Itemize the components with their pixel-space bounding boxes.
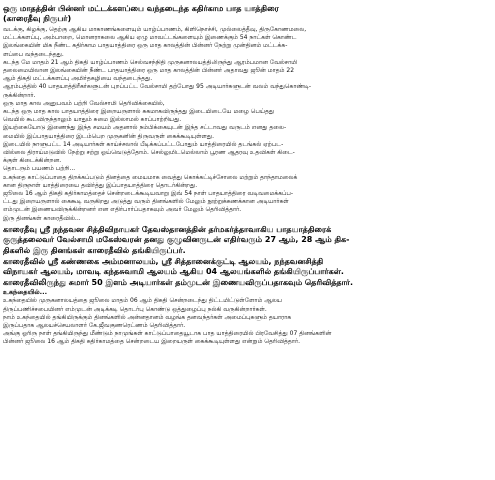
article-line: வில்லை திராய்மடுவில் நேற்று சற்று ஓய்வெடுத்தோம். செல்லுமிடமெல்லாம் பூரண ஆதரவு உதவிகள் கிடை- xyxy=(3,149,295,157)
article-line: உகந்தை காட்டுப்பாதை திறக்கப்படும் தினத்தை மையமாக வைத்து கொக்கட்டிச்சோலை மற்றும் தாந்தாமலைக் xyxy=(3,173,298,181)
article-line: ஆரம்பத்தில் 40 பாதயாத்திரீகர்களுடன் புறப்பட்ட வேல்சாமி தற்போது 95 அடியார்களுடன் வலம் வந்துகொண்டி- xyxy=(3,83,312,91)
article-body-bottom xyxy=(3,297,492,346)
article-body-highlight xyxy=(3,225,492,289)
article-line: பின்னர் ஜூலை 16 ஆம் திகதி கதிர்காமத்தை சென்றடைய இறையருள் கைக்கூடியுள்ளது என்றும் தெரிவித்தார். xyxy=(3,338,301,346)
article-line: நாம் உகந்தையில் தங்கியிருக்கும் தினங்களில் அன்னதானம் வழங்க தனவந்தர்கள் அமைப்புகளும் தயாராக xyxy=(3,313,292,321)
article-line: ருக்கின்றார். xyxy=(3,91,36,99)
article-line: காரைதீவில் ஸ்ரீ கண்ணகை அம்மனாலயம், ஸ்ரீ சித்தானைக்குட்டி ஆலயம், நந்தவனசித்தி xyxy=(3,256,324,266)
article-line: ஜூலை 16 ஆம் திகதி கதிர்காமத்தைச் சென்றடைக்கூடியவாறு இவ் 54 நாள் பாதயாத்திரை வடிவமைக்கப்ப- xyxy=(3,190,294,198)
article-line: வடக்கு, கிழக்கு, தெற்கு ஆகிய மாகாணங்களையும் யாழ்ப்பாணம், கிளிநொச்சி, முல்லைத்தீவு, திருகோணமலை, xyxy=(3,26,307,33)
article-line: விநாயகர் ஆலயம், மாவடி கந்தசுவாமி ஆலயம் ஆகிய 04 ஆலயங்களில் தங்கியிருப்பார்கள். xyxy=(3,267,344,277)
article-line: தொடரும் பயணம் பற்றி... xyxy=(3,165,76,173)
article-line: மையில் இப்பாதயாத்திரை இடம்பெற முருகனின் திருவருள் கைக்கூடியுள்ளது. xyxy=(3,132,215,140)
article-line: கடந்த ஒரு மாத கால பாதயாத்திரை இறையருளால் சுகமாகவிருந்தது இடையிடையே மழை பெய்தது xyxy=(3,108,275,116)
article-line: வெயில் கூடவிருந்தாலும் யாதும் சுமை இல்லாமல் காப்பாற்றியது. xyxy=(3,116,182,124)
article-line: இடையில் நாளுபட்ட 14 அடியார்கள் காய்ச்சலால் பீடிக்கப்பட்டபோதும் யாத்திரையில் தடங்கல் ஏற்பட- xyxy=(3,140,284,148)
article-line: கான திருநாள் யாத்திரையை தவிர்த்து இப்பாதயாத்திரை தொடர்கின்றது. xyxy=(3,181,198,189)
article-line: காரைதீவு ஸ்ரீ நந்தவன சித்திவிநாயகர் தேவஸ்தானத்தின் தர்மகர்த்தாவாகிய பாதயாத்திரைக் xyxy=(3,224,332,234)
article-line: தலைமையிலான இலங்கையின் நீண்ட பாதயாத்திரை ஒரு மாத காலத்தின் பின்னர் அதாவது ஜூன் மாதம் 22 xyxy=(3,67,295,75)
article-body-top xyxy=(3,26,492,223)
article-line: இருப்பதாக ஆலயச்செயலாளர் கே.ஜீவகுணரெட்ணம் தெரிவித்தார். xyxy=(3,322,186,330)
article-title: ஒரு மாதத்தின் பின்னர் மட்டக்களப்பை வந்தடைந்த கதிர்காம பாத யாத்திரை xyxy=(3,4,279,13)
article-line: ளப்பை வந்தடைந்தது. xyxy=(3,50,64,58)
article-line: இயற்கையோடு இணைந்து இந்த சமயம் அதனால் நம்பிக்கையுடன் இந்த சட்டாவது வருடம் எனது தலை- xyxy=(3,124,287,132)
article-header xyxy=(3,4,492,24)
article-line: காரைதீவிலிருந்து சுமார் 50 இளம் அடியார்கள் தம்முடன் இணையவிருப்பதாகவும் தெரிவித்தார். xyxy=(3,277,354,287)
article-line: ஆம் திகதி மட்டக்களப்பு அமிர்தகழியை வந்தடைந்தது. xyxy=(3,75,153,83)
article-line: ஒரு மாத கால அனுபவம் பற்றி வேல்சாமி தெரிவிக்கையில், xyxy=(3,99,165,107)
section-heading: உகந்தையில்... xyxy=(3,288,48,297)
article-line: இரு தினங்கள் காரைதீவில்... xyxy=(3,214,81,222)
article-byline: (காரைதீவு நிருபர்) xyxy=(3,14,72,23)
article-line: திகளில் இரு தினங்கள் காரைதீவில் தங்கியிருப்பர். xyxy=(3,246,186,256)
article-line: கடந்த மே மாதம் 21 ஆம் திகதி யாழ்ப்பாணம் செல்வசந்நிதி முருகனாலயத்திலிருந்து ஆரம்பமான வேல்சாமி xyxy=(3,58,298,66)
article-line: அங்கு ஓரிரு நாள் தங்கியிருந்து மீண்டும் நாமுங்கள் காட்டுப்பாதையூடாக பாத யாத்திரையில் பிரவேசித்து 07 தினங்களின் xyxy=(3,330,332,338)
article-line: உகந்தையில் முருகனாலயத்தை ஜூலை மாதம் 06 ஆம் திகதி சென்றடைந்து திட்டமிட்டுள்ளோம் ஆலய xyxy=(3,297,282,305)
article-line: மட்டக்களப்பு, அம்பாறை, மொனராகலை ஆகிய ஏழு மாவட்டங்களையும் இணைக்கும் 54 நாட்கள் கொண்ட xyxy=(3,34,297,42)
article-line: குருத்தலைவர் வேல்சாமி மகேஸ்வரன் தனது குழுவினருடன் எதிர்வரும் 27 ஆம், 28 ஆம் திக- xyxy=(3,235,350,245)
article-line: இலங்கையின் மிக நீண்ட கதிர்காம பாதயாத்திரை ஒரு மாத காலத்தின் பின்னர் நேற்று முன்தினம் மட்டக்க- xyxy=(3,42,288,50)
article-line: திருப்பணிச்சபையினர் எம்முடன் அடிக்கடி தொடர்பு கொண்டு ஒத்துழைப்பு நல்கி வருகின்றார்கள். xyxy=(3,305,267,313)
article-line: ட்டது இறையருளால் கைகூடி வருகிறது அடுத்து வரும் தினங்களில் மேலும் நூற்றுக்கணக்கான அடியார்கள் xyxy=(3,198,289,206)
article-line: எம்முடன் இணையவிருக்கின்றனர் என எதிர்பார்ப்பதாகவும் அவர் மேலும் தெரிவித்தார். xyxy=(3,206,242,214)
article-line: க்குள் கிடைக்கின்றன. xyxy=(3,157,62,165)
